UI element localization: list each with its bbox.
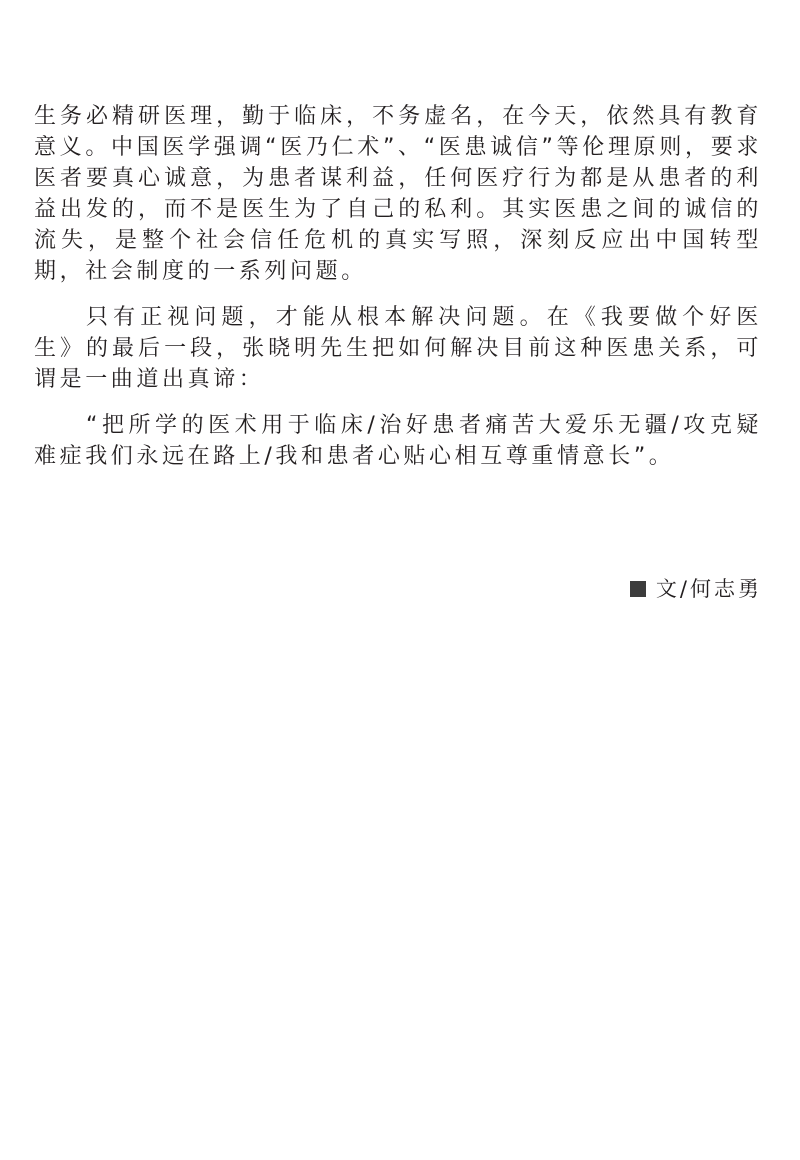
paragraph-2: 只有正视问题，才能从根本解决问题。在《我要做个好医生》的最后一段，张晓明先生把如何解决目前这种医患关系，可谓是一曲道出真谛： (34, 305, 762, 392)
article-body (34, 101, 762, 472)
author-name: 文/何志勇 (655, 577, 762, 601)
square-bullet-icon (630, 581, 646, 597)
author-byline (630, 575, 762, 603)
paragraph-3: “把所学的医术用于临床/治好患者痛苦大爱乐无疆/攻克疑难症我们永远在路上/我和患者心贴心相互尊重情意长”。 (34, 413, 762, 469)
paragraph-1: 生务必精研医理，勤于临床，不务虚名，在今天，依然具有教育意义。中国医学强调“医乃仁术”、“医患诚信”等伦理原则，要求医者要真心诚意，为患者谋利益，任何医疗行为都是从患者的利益出发的，而不是医生为了自己的私利。其实医患之间的诚信的流失，是整个社会信任危机的真实写照，深刻反应出中国转型期，社会制度的一系列问题。 (34, 104, 762, 284)
